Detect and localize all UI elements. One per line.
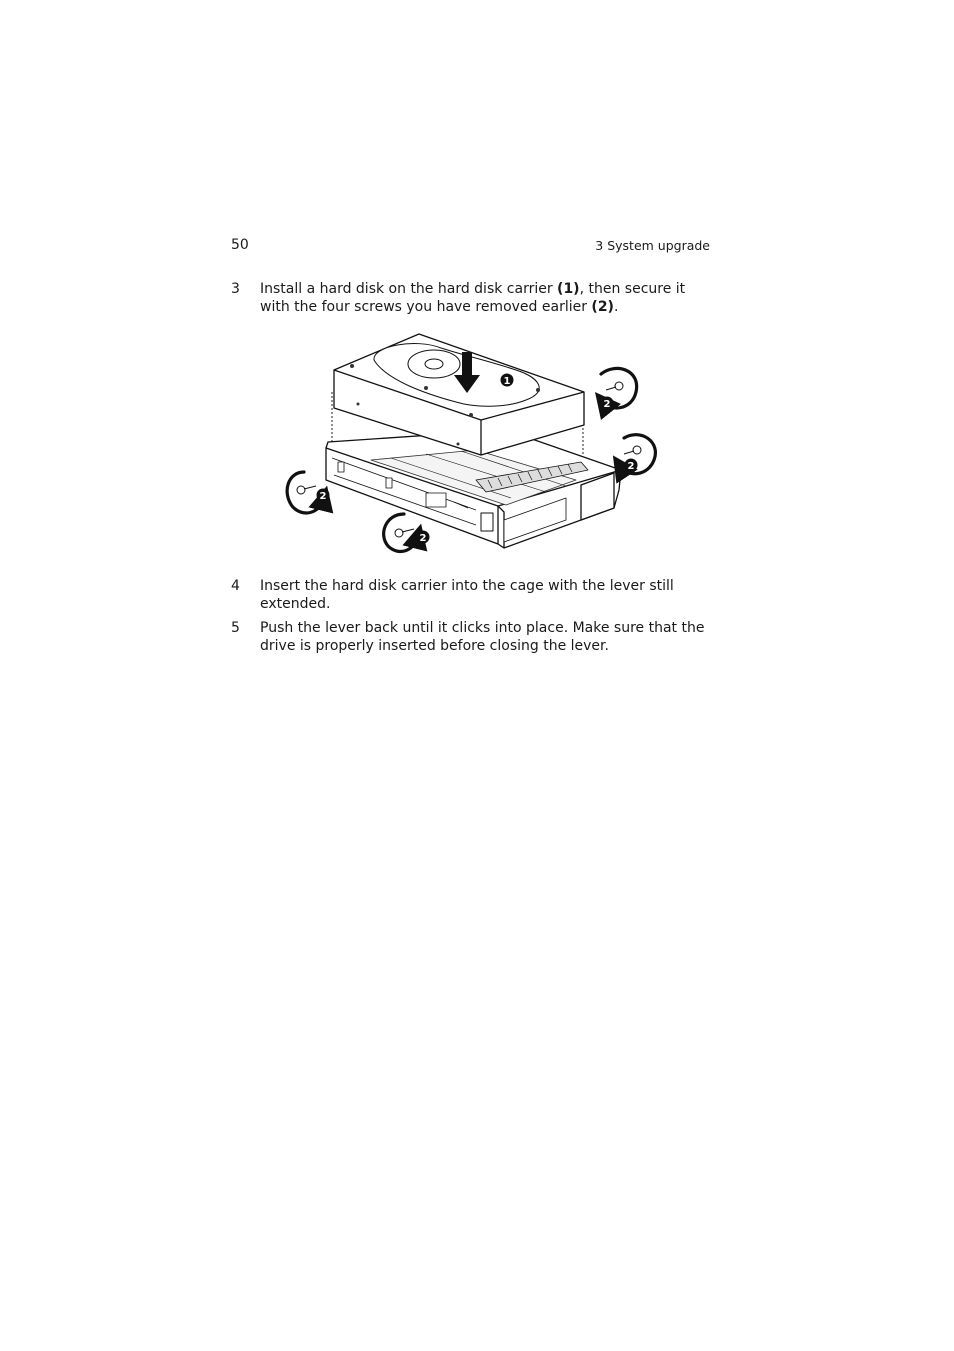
step-number: 4 bbox=[231, 578, 240, 594]
hard-disk-installation-figure bbox=[276, 330, 666, 564]
svg-text:2: 2 bbox=[627, 461, 635, 472]
callout-badge-screw bbox=[417, 531, 430, 545]
step-number: 3 bbox=[231, 281, 240, 297]
step-text: Install a hard disk on the hard disk carrier (1), then secure it with the four screws you have removed earlier (2). bbox=[260, 281, 686, 315]
step-text: Insert the hard disk carrier into the cage with the lever still extended. bbox=[260, 578, 674, 612]
hard-disk-icon bbox=[334, 334, 584, 455]
svg-text:2: 2 bbox=[419, 533, 427, 544]
step-3 bbox=[231, 281, 711, 316]
step-5 bbox=[231, 620, 711, 655]
step-text: Push the lever back until it clicks into place. Make sure that the drive is properly inserted before closing the lever. bbox=[260, 620, 705, 654]
callout-ref-1: (1) bbox=[557, 281, 580, 297]
svg-text:2: 2 bbox=[319, 491, 327, 502]
step-number: 5 bbox=[231, 620, 240, 636]
callout-badge-screw bbox=[317, 489, 330, 503]
svg-text:2: 2 bbox=[603, 399, 611, 410]
callout-badge-screw bbox=[625, 459, 638, 473]
chapter-title: 3 System upgrade bbox=[595, 238, 710, 253]
callout-ref-2: (2) bbox=[591, 298, 614, 315]
svg-text:1: 1 bbox=[503, 376, 511, 387]
step-4 bbox=[231, 578, 711, 613]
page-number: 50 bbox=[231, 237, 249, 253]
